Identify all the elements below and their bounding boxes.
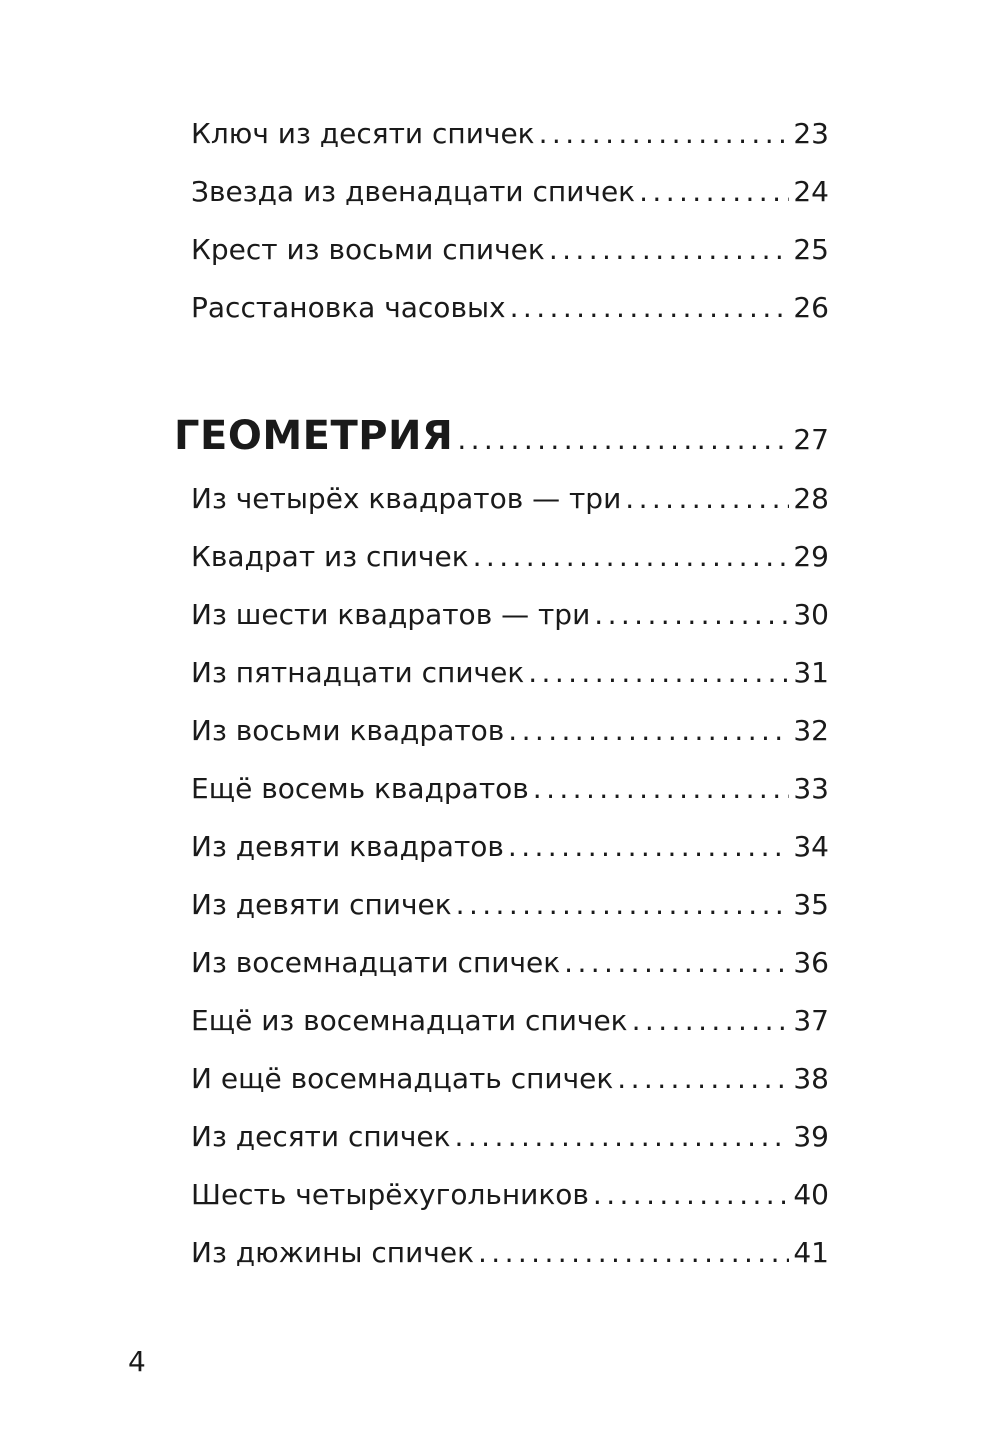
toc-entry: [191, 482, 829, 522]
section-page: 27: [793, 423, 829, 456]
toc-entry-page: 29: [793, 540, 829, 573]
toc-entry: [191, 291, 829, 331]
dot-leader: [639, 175, 789, 208]
toc-entry: [191, 1062, 829, 1102]
dot-leader: [632, 1004, 790, 1037]
toc-entry-title: Из девяти спичек: [191, 888, 452, 921]
toc-entry: [191, 1236, 829, 1276]
dot-leader: [564, 946, 789, 979]
toc-entry: [191, 830, 829, 870]
toc-entry-page: 40: [793, 1178, 829, 1211]
dot-leader: [533, 772, 790, 805]
page-number: 4: [128, 1345, 146, 1378]
toc-entry: [191, 946, 829, 986]
toc-entry-title: Из восемнадцати спичек: [191, 946, 561, 979]
toc-entry-title: Ещё восемь квадратов: [191, 772, 529, 805]
dot-leader: [594, 598, 789, 631]
dot-leader: [617, 1062, 789, 1095]
dot-leader: [456, 888, 790, 921]
toc-entry-page: 28: [793, 482, 829, 515]
toc-entry-page: 26: [793, 291, 829, 324]
toc-entry-title: Из десяти спичек: [191, 1120, 451, 1153]
toc-entry: [191, 175, 829, 215]
toc-entry-title: Звезда из двенадцати спичек: [191, 175, 636, 208]
toc-entry-title: Из девяти квадратов: [191, 830, 504, 863]
toc-entry: [191, 117, 829, 157]
dot-leader: [625, 482, 789, 515]
toc-entry: [191, 1004, 829, 1044]
toc-entry-page: 33: [793, 772, 829, 805]
toc-entry-title: Из дюжины спичек: [191, 1236, 474, 1269]
dot-leader: [473, 540, 790, 573]
toc-entry: [191, 540, 829, 580]
dot-leader: [593, 1178, 789, 1211]
toc-entry-page: 36: [793, 946, 829, 979]
toc-entry-page: 23: [793, 117, 829, 150]
dot-leader: [528, 656, 789, 689]
dot-leader: [457, 423, 789, 456]
toc-entry: [191, 888, 829, 928]
toc-entry: [191, 233, 829, 273]
toc-entry-page: 38: [793, 1062, 829, 1095]
toc-entry-page: 32: [793, 714, 829, 747]
toc-entry-title: Шесть четырёхугольников: [191, 1178, 589, 1211]
dot-leader: [549, 233, 790, 266]
toc-entry-page: 24: [793, 175, 829, 208]
toc-entry-page: 30: [793, 598, 829, 631]
toc-entry-title: Из четырёх квадратов — три: [191, 482, 622, 515]
toc-entry-title: Квадрат из спичек: [191, 540, 469, 573]
toc-entry-page: 41: [793, 1236, 829, 1269]
toc-entry-page: 25: [793, 233, 829, 266]
section-title: ГЕОМЕТРИЯ: [174, 413, 454, 459]
toc-entry: [191, 772, 829, 812]
toc-entry-page: 37: [793, 1004, 829, 1037]
dot-leader: [508, 830, 789, 863]
toc-entry-page: 34: [793, 830, 829, 863]
dot-leader: [508, 714, 789, 747]
dot-leader: [539, 117, 790, 150]
dot-leader: [478, 1236, 789, 1269]
toc-entry: [191, 1178, 829, 1218]
toc-entry-page: 31: [793, 656, 829, 689]
toc-entry-title: Крест из восьми спичек: [191, 233, 545, 266]
toc-entry: [191, 1120, 829, 1160]
toc-entry-page: 35: [793, 888, 829, 921]
toc-entry-page: 39: [793, 1120, 829, 1153]
toc-entry-title: Ключ из десяти спичек: [191, 117, 535, 150]
toc-entry-title: Из пятнадцати спичек: [191, 656, 525, 689]
toc-entry-title: И ещё восемнадцать спичек: [191, 1062, 614, 1095]
toc-entry: [191, 656, 829, 696]
toc-entry-title: Ещё из восемнадцати спичек: [191, 1004, 628, 1037]
toc-entry: [191, 598, 829, 638]
toc-section-heading: [174, 413, 829, 465]
toc-entry-title: Из шести квадратов — три: [191, 598, 591, 631]
toc-entry: [191, 714, 829, 754]
dot-leader: [455, 1120, 790, 1153]
toc-entry-title: Из восьми квадратов: [191, 714, 505, 747]
dot-leader: [510, 291, 790, 324]
toc-entry-title: Расстановка часовых: [191, 291, 506, 324]
